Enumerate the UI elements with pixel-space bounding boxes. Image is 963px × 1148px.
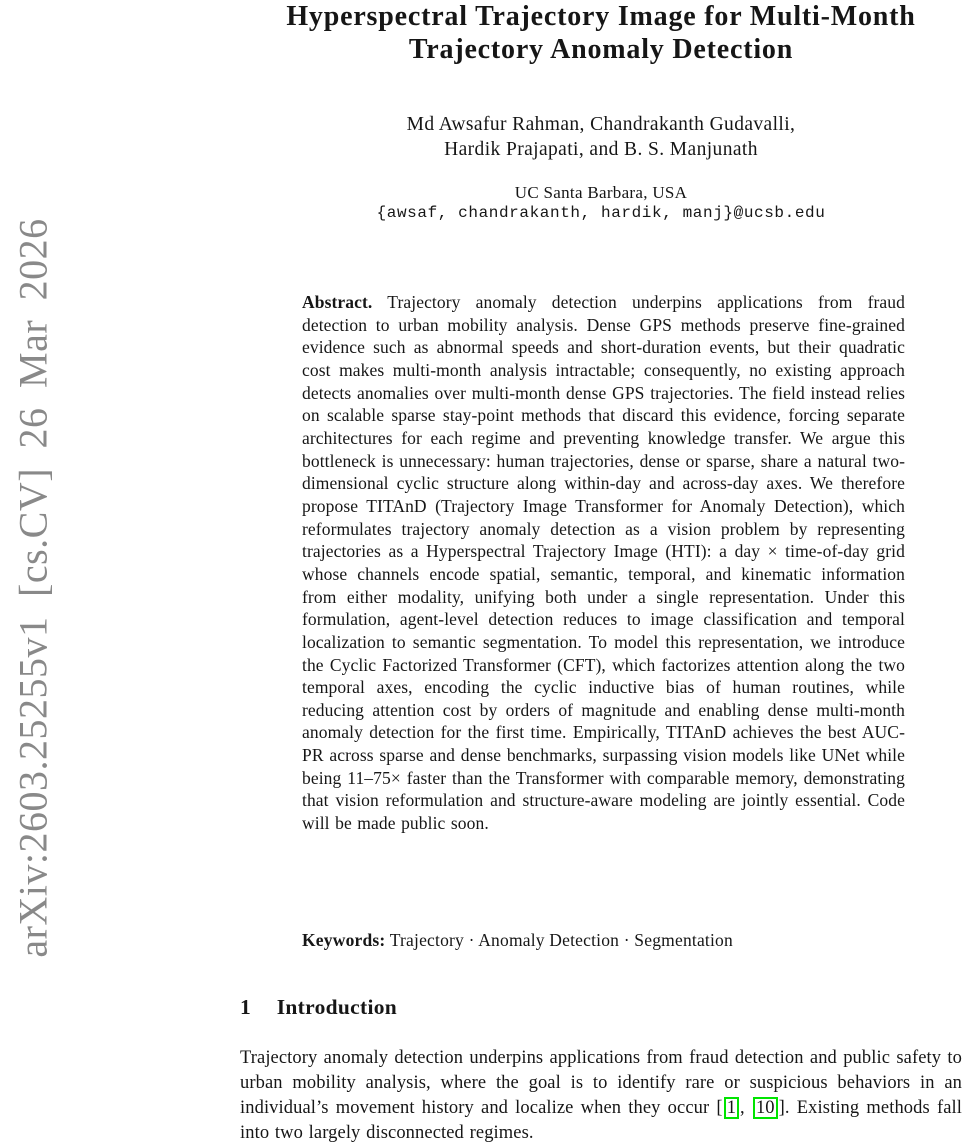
intro-text-before-citation: Trajectory anomaly detection underpins applications from fraud detection and public safety to urban mobility analysis, where the goal is to identify rare or suspicious behaviors in an individual’s movement history and localize when they occur xyxy=(240,1048,962,1118)
email-addresses: {awsaf, chandrakanth, hardik, manj}@ucsb.edu xyxy=(376,204,826,222)
keywords-text: Trajectory · Anomaly Detection · Segmentation xyxy=(389,930,733,950)
keywords-label: Keywords: xyxy=(302,930,386,950)
section-title: Introduction xyxy=(276,995,398,1019)
author-list xyxy=(240,112,962,162)
citation-bracket-close: ] xyxy=(778,1098,785,1118)
abstract-text: Trajectory anomaly detection underpins applications from fraud detection to urban mobility analysis. Dense GPS methods preserve fine-grained evidence such as abnormal speeds and short-duration events, but their quadratic cost makes multi-month analysis intractable; consequently, no existing approach detects anomalies over multi-month dense GPS trajectories. The field instead relies on scalable sparse stay-point methods that discard this evidence, forcing separate architectures for each regime and preventing knowledge transfer. We argue this bottleneck is unnecessary: human trajectories, dense or sparse, share a natural two-dimensional cyclic structure along within-day and across-day axes. We therefore propose TITAnD (Trajectory Image Transformer for Anomaly Detection), which reformulates trajectory anomaly detection as a vision problem by representing trajectories as a Hyperspectral Trajectory Image (HTI): a day × time-of-day grid whose channels encode spatial, semantic, temporal, and kinematic information from either modality, unifying both under a single representation. Under this formulation, agent-level detection reduces to image classification and temporal localization to semantic segmentation. To model this representation, we introduce the Cyclic Factorized Transformer (CFT), which factorizes attention along the two temporal axes, encoding the cyclic inductive bias of human routines, while reducing attention cost by orders of magnitude and enabling dense multi-month anomaly detection for the first time. Empirically, TITAnD achieves the best AUC-PR across sparse and dense benchmarks, surpassing vision models like UNet while being 11–75× faster than the Transformer with comparable memory, demonstrating that vision reformulation and structure-aware modeling are jointly essential. Code will be made public soon. xyxy=(302,292,905,834)
affiliation: UC Santa Barbara, USA xyxy=(514,183,688,202)
citation-separator: , xyxy=(740,1098,752,1118)
keywords xyxy=(302,930,905,951)
author-line-1: Md Awsafur Rahman, Chandrakanth Gudavalli, xyxy=(406,114,796,135)
citation-link-1[interactable]: 1 xyxy=(724,1097,739,1119)
paper-title-line-2: Trajectory Anomaly Detection xyxy=(408,34,794,65)
abstract-label: Abstract. xyxy=(302,292,373,312)
intro-text-after-citation: . Existing methods fall into two largely disconnected regimes. xyxy=(240,1098,963,1143)
paper-title xyxy=(240,0,962,66)
citation-link-10[interactable]: 10 xyxy=(753,1097,778,1119)
abstract xyxy=(302,291,905,835)
arxiv-stamp: arXiv:2603.25255v1 [cs.CV] 26 Mar 2026 xyxy=(10,218,56,958)
section-heading-introduction xyxy=(240,995,397,1020)
citation-bracket-open: [ xyxy=(716,1098,723,1118)
paper-title-line-1: Hyperspectral Trajectory Image for Multi-Month xyxy=(286,1,916,32)
section-number: 1 xyxy=(240,995,252,1019)
author-line-2: Hardik Prajapati, and B. S. Manjunath xyxy=(444,139,758,160)
introduction-paragraph xyxy=(240,1046,962,1146)
